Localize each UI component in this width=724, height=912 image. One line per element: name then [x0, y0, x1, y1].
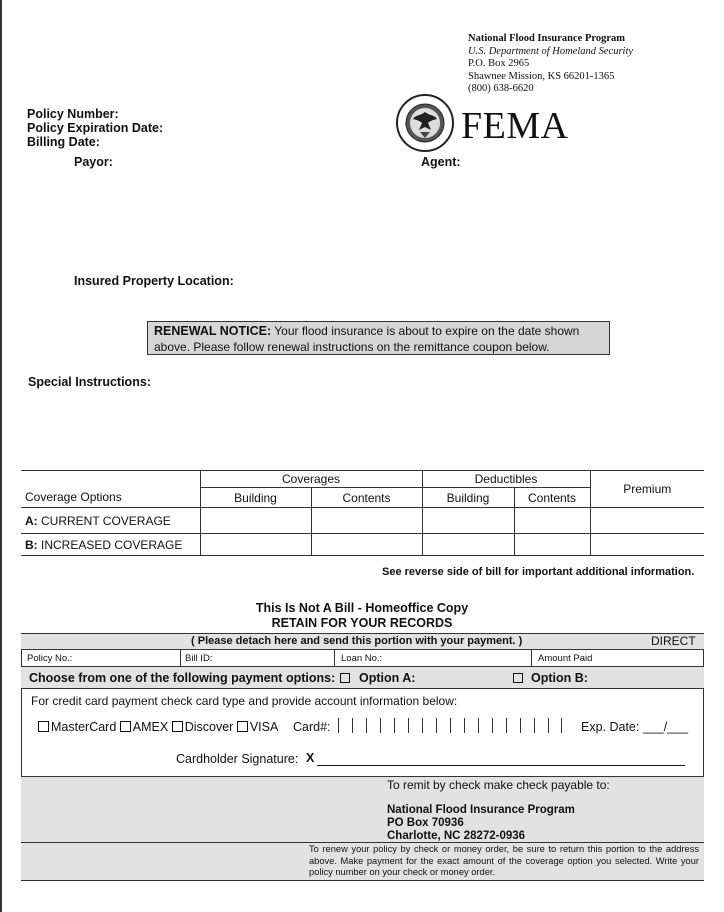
row-a-label: [21, 508, 200, 534]
insured-property-label: Insured Property Location:: [74, 274, 234, 288]
coupon-id-row: [21, 650, 704, 667]
dhs-seal-icon: [396, 94, 454, 152]
direct-label: DIRECT: [651, 634, 696, 648]
coupon-bill-id: Bill ID:: [185, 653, 213, 664]
signature-x-mark: X: [306, 751, 315, 765]
divider: [531, 650, 532, 666]
amex-label: AMEX: [132, 720, 169, 734]
special-instructions-label: Special Instructions:: [28, 375, 151, 389]
amex-checkbox[interactable]: [120, 721, 131, 732]
coupon-policy-no: Policy No.:: [27, 653, 73, 664]
cardholder-signature-label: Cardholder Signature:: [176, 752, 299, 766]
row-b-prefix: B:: [25, 537, 38, 552]
renewal-notice-line1: Your flood insurance is about to expire on the date shown: [271, 324, 580, 338]
remit-po-box: PO Box 70936: [387, 817, 464, 829]
renewal-notice-box: [147, 321, 610, 355]
detach-row: [21, 634, 704, 650]
detach-close-paren: ): [515, 635, 523, 647]
retain-notice: RETAIN FOR YOUR RECORDS: [271, 616, 453, 630]
coverage-options-header: Coverage Options: [21, 471, 200, 508]
card-number-input[interactable]: [338, 718, 562, 733]
premium-header: Premium: [590, 471, 704, 508]
row-a-deductible-building: [422, 508, 514, 534]
page-edge-rule: [0, 0, 2, 912]
detach-instruction: [191, 635, 522, 647]
row-a-premium: [590, 508, 704, 534]
policy-expiration-label: Policy Expiration Date:: [27, 121, 164, 135]
row-b-deductible-contents: [514, 534, 590, 556]
visa-checkbox[interactable]: [237, 721, 248, 732]
remit-section: [21, 777, 704, 843]
expiration-date-field[interactable]: Exp. Date: ___/___: [581, 720, 689, 734]
credit-card-instructions: For credit card payment check card type and provide account information below:: [31, 694, 458, 708]
payment-options-row: [21, 667, 704, 689]
row-a-prefix: A:: [25, 513, 38, 528]
renewal-notice-line2: above. Please follow renewal instructions on the remittance coupon below.: [154, 340, 550, 354]
renewal-instructions-text: To renew your policy by check or money order, be sure to return this portion to the address above. Make payment for the exact amount of the coverage option you selected. Write your policy number on your check or money order.: [309, 844, 699, 877]
mastercard-checkbox[interactable]: [38, 721, 49, 732]
agency-name: National Flood Insurance Program: [468, 33, 626, 44]
divider: [334, 650, 335, 666]
agency-address-block: [468, 33, 633, 96]
row-b-coverage-contents: [311, 534, 422, 556]
remit-payee-name: National Flood Insurance Program: [387, 804, 575, 816]
divider: [180, 650, 181, 666]
row-a-deductible-contents: [514, 508, 590, 534]
signature-line[interactable]: [317, 765, 685, 766]
table-row: [21, 534, 704, 556]
card-number-label: Card#:: [293, 720, 331, 734]
coverage-contents-header: Contents: [311, 488, 422, 508]
renewal-instructions-section: [21, 843, 704, 880]
coupon-loan-no: Loan No.:: [341, 653, 383, 664]
option-b-label: Option B:: [531, 671, 588, 685]
remit-instructions: To remit by check make check payable to:: [387, 778, 610, 792]
discover-label: Discover: [184, 720, 234, 734]
choose-option-label: Choose from one of the following payment options:: [29, 671, 336, 685]
agency-po-box: P.O. Box 2965: [468, 58, 530, 69]
visa-label: VISA: [249, 720, 279, 734]
remit-city: Charlotte, NC 28272-0936: [387, 830, 526, 842]
coverages-header: Coverages: [200, 471, 422, 488]
row-a-coverage-building: [200, 508, 311, 534]
detach-open-paren: (: [191, 635, 198, 647]
copy-title: This Is Not A Bill - Homeoffice Copy: [255, 601, 469, 615]
coupon-amount-paid: Amount Paid: [538, 653, 593, 664]
coverage-table: [21, 470, 704, 556]
card-type-options: [38, 720, 278, 734]
renewal-notice-heading: RENEWAL NOTICE:: [154, 324, 272, 338]
billing-date-label: Billing Date:: [27, 135, 100, 149]
reverse-side-note: See reverse side of bill for important additional information.: [382, 566, 695, 578]
row-a-coverage-contents: [311, 508, 422, 534]
deductible-contents-header: Contents: [514, 488, 590, 508]
row-b-deductible-building: [422, 534, 514, 556]
option-a-label: Option A:: [359, 671, 416, 685]
agency-city: Shawnee Mission, KS 66201-1365: [468, 70, 615, 82]
deductibles-header: Deductibles: [422, 471, 590, 488]
discover-checkbox[interactable]: [172, 721, 183, 732]
row-b-text: INCREASED COVERAGE: [37, 537, 183, 552]
option-b-checkbox[interactable]: [513, 673, 523, 683]
agency-phone: (800) 638-6620: [468, 83, 534, 94]
detach-text: Please detach here and send this portion with your payment.: [197, 635, 516, 647]
agent-label: Agent:: [421, 155, 461, 169]
fema-logo-text: FEMA: [461, 105, 569, 147]
row-b-label: [21, 534, 200, 556]
row-b-coverage-building: [200, 534, 311, 556]
row-b-premium: [590, 534, 704, 556]
payor-label: Payor:: [74, 155, 113, 169]
agency-department: U.S. Department of Homeland Security: [468, 45, 634, 57]
credit-card-section: [21, 689, 704, 777]
mastercard-label: MasterCard: [51, 720, 117, 734]
row-a-text: CURRENT COVERAGE: [37, 513, 171, 528]
deductible-building-header: Building: [422, 488, 514, 508]
coverage-building-header: Building: [200, 488, 311, 508]
table-row: [21, 508, 704, 534]
policy-number-label: Policy Number:: [27, 107, 119, 121]
option-a-checkbox[interactable]: [340, 673, 350, 683]
